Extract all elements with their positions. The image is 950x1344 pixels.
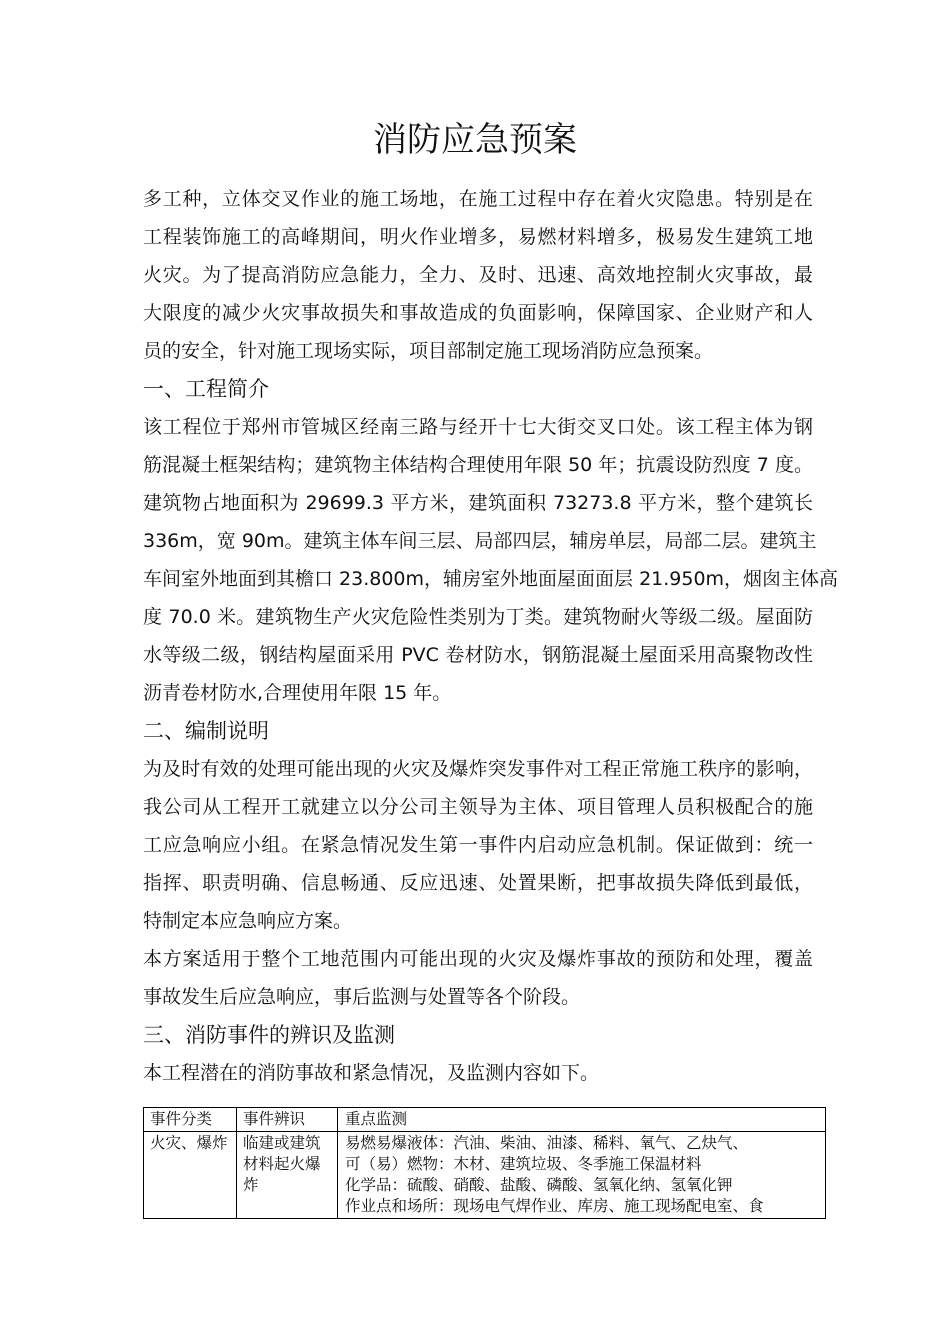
cell-monitoring (338, 1132, 826, 1219)
monitoring-line: 易燃易爆液体：汽油、柴油、油漆、稀料、氧气、乙炔气、 (345, 1134, 749, 1152)
table-row (144, 1132, 826, 1219)
overview-line: 336m，宽 90m。建筑主体车间三层、局部四层，辅房单层，局部二层。建筑主 (143, 530, 817, 552)
monitoring-line: 作业点和场所：现场电气焊作业、库房、施工现场配电室、食 (345, 1197, 764, 1215)
section-heading-identification: 三、消防事件的辨识及监测 (143, 1023, 395, 1047)
overview-line: 该工程位于郑州市管城区经南三路与经开十七大街交叉口处。该工程主体为钢 (143, 416, 813, 438)
preparation-line: 本方案适用于整个工地范围内可能出现的火灾及爆炸事故的预防和处理，覆盖 (143, 948, 813, 970)
intro-line: 火灾。为了提高消防应急能力，全力、及时、迅速、高效地控制火灾事故，最 (143, 264, 813, 286)
intro-line: 大限度的减少火灾事故损失和事故造成的负面影响，保障国家、企业财产和人 (143, 302, 813, 324)
preparation-line: 为及时有效的处理可能出现的火灾及爆炸突发事件对工程正常施工秩序的影响， (143, 758, 813, 780)
preparation-line: 我公司从工程开工就建立以分公司主领导为主体、项目管理人员积极配合的施 (143, 796, 813, 818)
section-heading-overview: 一、工程简介 (143, 377, 269, 401)
cell-category: 火灾、爆炸 (144, 1132, 237, 1219)
monitoring-line: 可（易）燃物：木材、建筑垃圾、冬季施工保温材料 (345, 1155, 702, 1173)
preparation-line: 指挥、职责明确、信息畅通、反应迅速、处置果断，把事故损失降低到最低， (143, 872, 813, 894)
identification-line: 本工程潜在的消防事故和紧急情况，及监测内容如下。 (143, 1062, 600, 1084)
intro-line: 多工种，立体交叉作业的施工场地，在施工过程中存在着火灾隐患。特别是在 (143, 188, 813, 210)
page-title: 消防应急预案 (373, 120, 577, 160)
overview-line: 沥青卷材防水,合理使用年限 15 年。 (143, 682, 452, 704)
preparation-line: 事故发生后应急响应，事后监测与处置等各个阶段。 (143, 986, 581, 1008)
intro-line: 工程装饰施工的高峰期间，明火作业增多，易燃材料增多，极易发生建筑工地 (143, 226, 813, 248)
document-body (143, 180, 839, 1092)
cell-identification: 临建或建筑材料起火爆炸 (237, 1132, 338, 1219)
preparation-line: 特制定本应急响应方案。 (143, 910, 353, 932)
overview-line: 车间室外地面到其檐口 23.800m，辅房室外地面屋面面层 21.950m，烟囱主体高 (143, 568, 839, 590)
overview-line: 建筑物占地面积为 29699.3 平方米，建筑面积 73273.8 平方米，整个建筑长 (143, 492, 813, 514)
table-header-row (144, 1108, 826, 1132)
overview-line: 度 70.0 米。建筑物生产火灾危险性类别为丁类。建筑物耐火等级二级。屋面防 (143, 606, 813, 628)
header-cell-category: 事件分类 (144, 1108, 237, 1132)
monitoring-line: 化学品：硫酸、硝酸、盐酸、磷酸、氢氧化纳、氢氧化钾 (345, 1176, 733, 1194)
events-table (143, 1107, 826, 1219)
overview-line: 水等级二级，钢结构屋面采用 PVC 卷材防水，钢筋混凝土屋面采用高聚物改性 (143, 644, 813, 666)
intro-line: 员的安全，针对施工现场实际，项目部制定施工现场消防应急预案。 (143, 340, 714, 362)
header-cell-monitoring: 重点监测 (338, 1108, 826, 1132)
overview-line: 筋混凝土框架结构；建筑物主体结构合理使用年限 50 年；抗震设防烈度 7 度。 (143, 454, 813, 476)
section-heading-preparation: 二、编制说明 (143, 719, 269, 743)
preparation-line: 工应急响应小组。在紧急情况发生第一事件内启动应急机制。保证做到：统一 (143, 834, 813, 856)
header-cell-identification: 事件辨识 (237, 1108, 338, 1132)
